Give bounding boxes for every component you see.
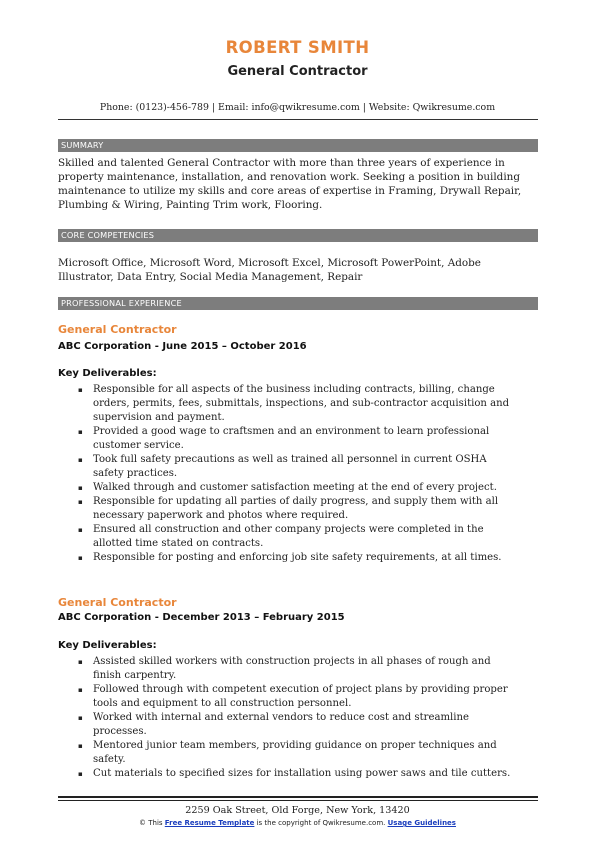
summary-text: Skilled and talented General Contractor with more than three years of experience in property maintenance, installation, and renovation work. Seeking a position in building maintenance to utilize my skills and core areas of expertise in Framing, Drywall Repair, Plumbing & Wiring, Painting Trim work, Flooring. [58,157,522,211]
summary-heading: SUMMARY [58,139,538,152]
usage-guidelines-link[interactable]: Usage Guidelines [387,819,456,827]
list-item: ▪ Mentored junior team members, providing guidance on proper techniques and safety. [58,739,538,767]
list-item: ▪ Ensured all construction and other company projects were completed in the allotted time stated on contracts. [58,523,538,551]
job-title: General Contractor [58,596,177,609]
competencies-text: Microsoft Office, Microsoft Word, Microsoft Excel, Microsoft PowerPoint, Adobe Illustrator, Data Entry, Social Media Management, Repair [58,257,481,283]
candidate-title: General Contractor [227,64,368,79]
list-item: ▪ Assisted skilled workers with construction projects in all phases of rough and finish carpentry. [58,655,538,683]
job-company-dates: ABC Corporation - June 2015 – October 2016 [58,341,307,352]
list-item: ▪ Cut materials to specified sizes for installation using power saws and tile cutters. [58,767,538,781]
key-deliverables-label: Key Deliverables: [58,640,157,651]
footer-copyright [0,818,595,828]
list-item: ▪ Followed through with competent execution of project plans by providing proper tools and equipment to all construction personnel. [58,683,538,711]
key-deliverables-label: Key Deliverables: [58,368,157,379]
footer-divider-thin [58,800,538,801]
job-title: General Contractor [58,323,177,336]
candidate-name: ROBERT SMITH [225,38,370,57]
footer-divider [58,796,538,798]
competencies-heading: CORE COMPETENCIES [58,229,538,242]
list-item: ▪ Took full safety precautions as well as trained all personnel in current OSHA safety practices. [58,453,538,481]
list-item: ▪ Worked with internal and external vendors to reduce cost and streamline processes. [58,711,538,739]
list-item: ▪ Walked through and customer satisfaction meeting at the end of every project. [58,481,538,495]
deliverables-list [58,383,538,565]
experience-heading: PROFESSIONAL EXPERIENCE [58,297,538,310]
deliverables-list [58,655,538,781]
copyright-middle: is the copyright of Qwikresume.com. [254,819,388,827]
list-item: ▪ Provided a good wage to craftsmen and an environment to learn professional customer service. [58,425,538,453]
copyright-prefix: © This [139,819,165,827]
contact-line: Phone: (0123)-456-789 | Email: info@qwikresume.com | Website: Qwikresume.com [99,102,496,113]
free-resume-template-link[interactable]: Free Resume Template [164,819,255,827]
footer-address: 2259 Oak Street, Old Forge, New York, 13420 [185,805,410,816]
list-item: ▪ Responsible for updating all parties of daily progress, and supply them with all necessary paperwork and photos where required. [58,495,538,523]
job-company-dates: ABC Corporation - December 2013 – February 2015 [58,612,345,623]
header-divider [58,119,538,120]
list-item: ▪ Responsible for all aspects of the business including contracts, billing, change orders, permits, fees, submittals, inspections, and sub-contractor acquisition and supervision and payment. [58,383,538,425]
list-item: ▪ Responsible for posting and enforcing job site safety requirements, at all times. [58,551,538,565]
